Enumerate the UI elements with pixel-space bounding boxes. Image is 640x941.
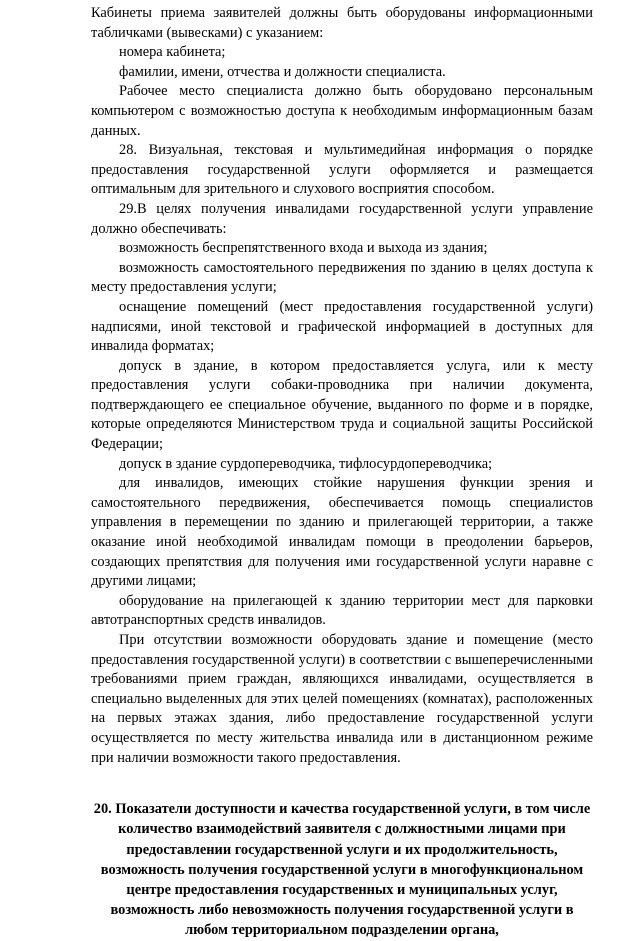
- paragraph: Рабочее место специалиста должно быть оборудовано персональным компьютером с возможностью доступа к необходимым информационным базам данных.: [91, 83, 593, 139]
- paragraph: Кабинеты приема заявителей должны быть оборудованы информационными табличками (вывесками) с указанием:: [91, 5, 593, 41]
- paragraph: фамилии, имени, отчества и должности специалиста.: [119, 63, 446, 80]
- paragraph: возможность самостоятельного передвижения по зданию в целях доступа к месту предоставления услуги;: [91, 259, 593, 296]
- document-page: [91, 4, 593, 941]
- paragraph: При отсутствии возможности оборудовать здание и помещение (место предоставления государственной услуги) в соответствии с вышеперечисленными требованиями прием граждан, являющихся инвалидами, осуществляется в специально выделенных для этих целей помещениях (комнатах), расположенных на первых этажах здания, либо предоставление государственной услуги осуществляется по месту жительства инвалида или в дистанционном режиме при наличии возможности такого предоставления.: [91, 632, 593, 766]
- paragraph: оснащение помещений (мест предоставления государственной услуги) надписями, иной текстовой и графической информацией в доступных для инвалида форматах;: [91, 298, 593, 355]
- paragraph: оборудование на прилегающей к зданию территории мест для парковки автотранспортных средств инвалидов.: [91, 592, 593, 629]
- paragraph: для инвалидов, имеющих стойкие нарушения функции зрения и самостоятельного передвижения, обеспечивается помощь специалистов управления в перемещении по зданию и прилегающей территории, а также оказание иной необходимой инвалидам помощи в преодолении барьеров, создающих препятствия для получения ими государственной услуги наравне с другими лицами;: [91, 475, 593, 590]
- paragraph: 28. Визуальная, текстовая и мультимедийная информация о порядке предоставления государственной услуги оформляется и размещается оптимальным для зрительного и слухового восприятия способом.: [91, 142, 593, 198]
- paragraph: номера кабинета;: [119, 44, 226, 61]
- section-heading: 20. Показатели доступности и качества государственной услуги, в том числе количество взаимодействий заявителя с должностными лицами при предоставлении государственной услуги и их продолжительность, возможность получения государственной услуги в многофункциональном центре предоставления государственных и муниципальных услуг, возможность либо невозможность получения государственной услуги в любом территориальном подразделении органа,: [93, 801, 591, 939]
- paragraph: возможность беспрепятственного входа и выхода из здания;: [119, 240, 488, 257]
- paragraph: 29.В целях получения инвалидами государственной услуги управление должно обеспечивать:: [91, 200, 593, 237]
- paragraph: допуск в здание сурдопереводчика, тифлосурдопереводчика;: [119, 455, 493, 472]
- paragraph: допуск в здание, в котором предоставляется услуга, или к месту предоставления услуги собаки-проводника при наличии документа, подтверждающего ее специальное обучение, выданного по форме и в порядке, которые определяются Министерством труда и социальной защиты Российской Федерации;: [91, 357, 593, 453]
